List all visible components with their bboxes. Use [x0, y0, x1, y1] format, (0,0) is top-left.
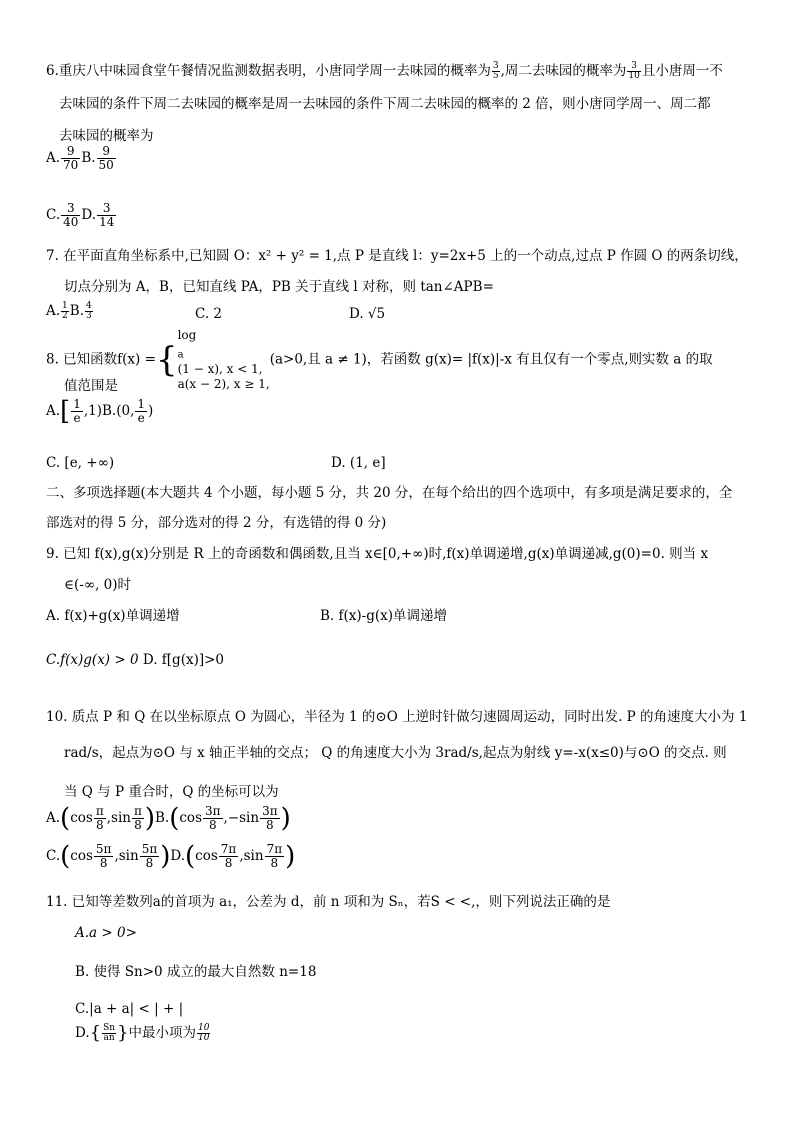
q6-option-b-fraction: $\frac{9}{50}$ [98, 144, 114, 172]
q11-option-c: C.|a + a| < | + | [75, 1001, 184, 1017]
q10-c-cos-fraction: $\frac{5\pi}{8}$ [95, 842, 112, 870]
q7-option-b-label: B. [69, 303, 84, 319]
q7-option-c: C. 2 [195, 306, 223, 322]
q6-line-2: 去味园的条件下周二去味园的概率是周一去味园的条件下周二去味园的概率的 2 倍，则小唐同学周一、周二都 [59, 96, 711, 112]
q6-line-3: 去味园的概率为 [59, 128, 154, 144]
q11-option-d-label: D. [75, 1025, 90, 1041]
q10-option-d-label: D. [170, 848, 186, 864]
q6-option-c-fraction: $\frac{3}{40}$ [63, 201, 79, 229]
q7-option-d: D. √5 [349, 306, 386, 322]
q6-option-b-label: B. [81, 150, 96, 166]
q6-option-d-label: D. [81, 207, 97, 223]
q11-option-d [75, 1024, 211, 1043]
q8-option-a-label: A. [46, 403, 61, 419]
fraction-3-10: $\frac{3}{10}$ [628, 61, 640, 81]
q10-option-c-label: C. [46, 848, 61, 864]
q8-option-d: D. (1, e] [331, 455, 386, 471]
q10-line-1: 10. 质点 P 和 Q 在以坐标原点 O 为圆心，半径为 1 的⊙O 上逆时针做匀速圆周运动，同时出发. P 的角速度大小为 1 [46, 709, 748, 725]
paren-left: ( [185, 841, 196, 872]
q8-line-1 [46, 328, 713, 392]
q8-option-b-open: (0, [116, 403, 135, 419]
q6-options-cd [46, 202, 117, 229]
q6-option-a-fraction: $\frac{9}{70}$ [63, 144, 79, 172]
q9-line-1: 9. 已知 f(x),g(x)分别是 R 上的奇函数和偶函数,且当 x∈[0,+∞)时,f(x)单调递增,g(x)单调递减,g(0)=0. 则当 x [46, 546, 709, 562]
q10-b-cos-fraction: $\frac{3\pi}{8}$ [205, 804, 221, 832]
q10-line-3: 当 Q 与 P 重合时，Q 的坐标可以为 [64, 784, 279, 800]
q8-options-ab [46, 398, 153, 425]
brace-left: { [89, 1022, 102, 1044]
bracket-left: [ [60, 396, 71, 427]
q8-option-c: C. [e, +∞) [46, 455, 115, 471]
q9-line-2: ∈(-∞, 0)时 [64, 577, 132, 593]
q10-a-sin-fraction: $\frac{\pi}{8}$ [133, 804, 142, 832]
q10-a-cos-fraction: $\frac{\pi}{8}$ [95, 804, 104, 832]
q7-option-b-fraction: $\frac{4}{3}$ [86, 301, 92, 321]
q8-option-b-fraction: $\frac{1}{e}$ [137, 397, 146, 425]
q6-option-a-label: A. [46, 150, 61, 166]
paren-right: ) [285, 841, 296, 872]
q10-b-sin-fraction: $\frac{3\pi}{8}$ [262, 804, 278, 832]
section-2-line-1: 二、多项选择题(本大题共 4 个小题，每小题 5 分，共 20 分，在每个给出的四个选项中，有多项是满足要求的，全 [46, 485, 733, 501]
q6-stem-part3: 且小唐周一不 [641, 63, 723, 79]
piecewise-cases [178, 328, 270, 392]
q10-d-sin-fraction: $\frac{7\pi}{8}$ [266, 842, 283, 870]
paren-left: ( [169, 803, 180, 834]
q7-options [46, 302, 94, 321]
q11-option-b: B. 使得 Sn>0 成立的最大自然数 n=18 [75, 964, 317, 980]
q11-line-1: 11. 已知等差数列a的首项为 a₁，公差为 d，前 n 项和为 Sₙ，若S < <,，则下列说法正确的是 [46, 894, 611, 910]
paren-left: ( [60, 803, 71, 834]
q8-option-b-close: ) [148, 403, 154, 419]
paren-right: ) [280, 803, 291, 834]
q8-stem-part1: 8. 已知函数f(x) = [46, 351, 156, 368]
paren-right: ) [160, 841, 171, 872]
q10-option-b-label: B. [155, 810, 170, 826]
case-2: a(x − 2), x ≥ 1, [177, 377, 270, 392]
q7-option-a-label: A. [46, 303, 61, 319]
brace-left: { [155, 340, 178, 381]
brace-right: } [117, 1022, 129, 1044]
q8-line-2: 值范围是 [64, 378, 118, 394]
q11-sn-over-an: $\frac{Sn}{an}$ [103, 1023, 116, 1043]
q6-stem-part1: 6.重庆八中味园食堂午餐情况监测数据表明，小唐同学周一去味园的概率为 [46, 63, 491, 79]
q8-stem-part2: (a>0,且 a ≠ 1)，若函数 g(x)= |f(x)|-x 有且仅有一个零点,则实数 a 的取 [269, 351, 713, 368]
q10-options-cd: C.(cos $\frac{5\pi}{8}$ ,sin $\frac{5\pi}{8}$ )D.(cos $\frac{7\pi}{8}$ ,sin $\frac{7\pi}{8}$ ) [46, 841, 296, 872]
section-2-line-2: 部选对的得 5 分，部分选对的得 2 分，有选错的得 0 分) [46, 515, 387, 531]
case-1: log $_a$ (1 − x), x < 1, [177, 328, 263, 377]
q10-option-a-label: A. [46, 810, 61, 826]
q10-c-sin-fraction: $\frac{5\pi}{8}$ [141, 842, 158, 870]
paren-left: ( [60, 841, 71, 872]
q7-option-a-fraction: $\frac{1}{2}$ [62, 301, 68, 321]
q9-option-a: A. f(x)+g(x)单调递增 [46, 608, 180, 624]
q9-option-d: D. f[g(x)]>0 [142, 652, 225, 668]
q11-min-fraction: $\frac{10}{10}$ [198, 1023, 210, 1043]
q6-stem-part2: ,周二去味园的概率为 [500, 63, 627, 79]
q6-option-c-label: C. [46, 207, 61, 223]
q10-line-2: rad/s，起点为⊙O 与 x 轴正半轴的交点； Q 的角速度大小为 3rad/s,起点为射线 y=-x(x≤0)与⊙O 的交点. 则 [64, 745, 727, 761]
q6-line-1 [46, 62, 723, 81]
q7-line-2: 切点分别为 A，B，已知直线 PA，PB 关于直线 l 对称，则 tan∠APB= [64, 279, 494, 295]
q9-option-b: B. f(x)-g(x)单调递增 [320, 608, 447, 624]
fraction-3-5: $\frac{3}{5}$ [492, 61, 499, 81]
q10-options-ab: A.(cos $\frac{\pi}{8}$ ,sin $\frac{\pi}{8}$ )B.(cos $\frac{3\pi}{8}$ ,−sin $\frac{3\pi}{8}$ ) [46, 803, 291, 834]
q8-option-a-fraction: $\frac{1}{e}$ [73, 397, 81, 425]
q10-d-cos-fraction: $\frac{7\pi}{8}$ [220, 842, 237, 870]
q6-options-ab [46, 145, 117, 172]
q9-option-c: C.f(x)g(x) > 0 [46, 652, 139, 668]
q8-option-b-label: B. [102, 403, 117, 419]
q11-option-d-text: 中最小项为 [128, 1025, 197, 1041]
q7-line-1: 7. 在平面直角坐标系中,已知圆 O：x² + y² = 1,点 P 是直线 l：y=2x+5 上的一个动点,过点 P 作圆 O 的两条切线， [46, 248, 748, 264]
paren-right: ) [144, 803, 155, 834]
q9-options-cd [46, 651, 224, 669]
q8-option-a-rest: ,1) [83, 403, 102, 419]
q6-option-d-fraction: $\frac{3}{14}$ [99, 201, 115, 229]
q11-option-a: A.a > 0> [75, 925, 137, 941]
